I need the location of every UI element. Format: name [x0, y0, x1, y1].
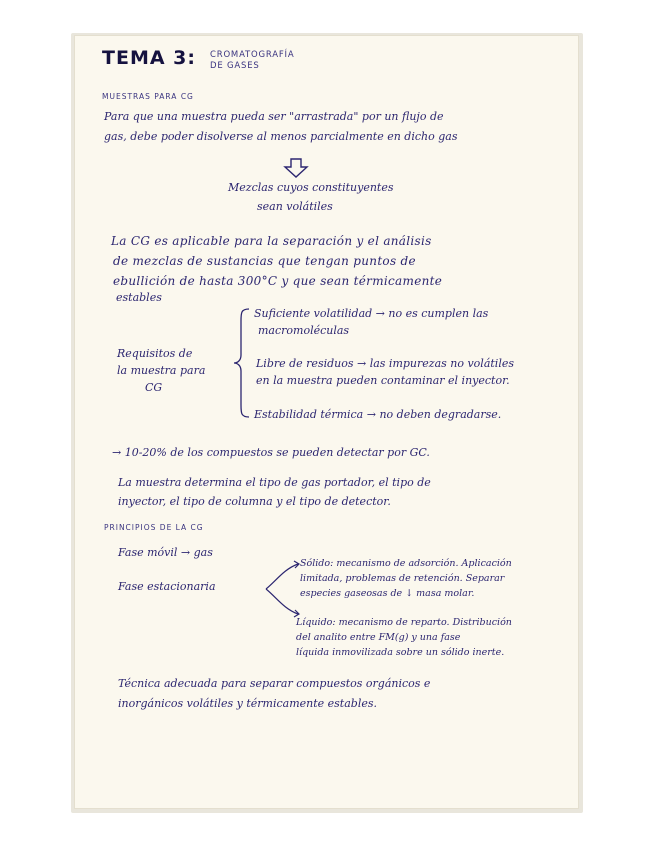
requisito-1-line-1: Suficiente volatilidad → no es cumplen las — [254, 307, 489, 320]
liquido-line-3: líquida inmovilizada sobre un sólido inerte. — [296, 647, 505, 658]
requisito-3-line-1: Estabilidad térmica → no deben degradarse. — [254, 408, 502, 421]
page-title: TEMA 3: — [102, 47, 196, 69]
conclusion-line-1: Técnica adecuada para separar compuestos orgánicos e — [118, 677, 431, 690]
arrow-down-icon — [283, 158, 309, 178]
percent-note: → 10-20% de los compuestos se pueden detectar por GC. — [112, 446, 430, 459]
aplicable-line-2: de mezclas de sustancias que tengan puntos de — [113, 254, 416, 268]
requisito-1-line-2: macromoléculas — [258, 324, 350, 337]
aplicable-line-3: ebullición de hasta 300°C y que sean térmicamente — [113, 274, 443, 288]
conclusion-line-2: inorgánicos volátiles y térmicamente estables. — [118, 697, 377, 710]
requisito-2-line-2: en la muestra pueden contaminar el inyector. — [256, 374, 510, 387]
liquido-line-2: del analito entre FM(g) y una fase — [296, 632, 461, 643]
muestras-heading: MUESTRAS PARA CG — [102, 92, 194, 101]
fase-estacionaria: Fase estacionaria — [118, 580, 216, 593]
fase-movil: Fase móvil → gas — [118, 546, 213, 559]
intro-line-2: gas, debe poder disolverse al menos parcialmente en dicho gas — [104, 130, 458, 143]
determina-line-2: inyector, el tipo de columna y el tipo de detector. — [118, 495, 391, 508]
solido-line-3: especies gaseosas de ↓ masa molar. — [300, 588, 475, 599]
result-line-1: Mezclas cuyos constituyentes — [228, 181, 394, 194]
requisito-2-line-1: Libre de residuos → las impurezas no volátiles — [256, 357, 514, 370]
principios-heading: PRINCIPIOS DE LA CG — [104, 523, 204, 532]
fase-estacionaria-branch — [264, 559, 304, 619]
result-line-2: sean volátiles — [257, 200, 333, 213]
aplicable-line-4: estables — [116, 291, 162, 304]
requisitos-label-3: CG — [145, 381, 163, 394]
aplicable-line-1: La CG es aplicable para la separación y el análisis — [111, 234, 432, 248]
requisitos-label-2: la muestra para — [117, 364, 206, 377]
requisitos-brace — [232, 307, 252, 419]
page-subtitle: CROMATOGRAFÍA DE GASES — [210, 50, 295, 71]
requisitos-label-1: Requisitos de — [117, 347, 193, 360]
solido-line-1: Sólido: mecanismo de adsorción. Aplicación — [300, 558, 512, 569]
determina-line-1: La muestra determina el tipo de gas portador, el tipo de — [118, 476, 431, 489]
liquido-line-1: Líquido: mecanismo de reparto. Distribución — [296, 617, 512, 628]
intro-line-1: Para que una muestra pueda ser "arrastrada" por un flujo de — [104, 110, 444, 123]
notebook-page — [74, 35, 579, 809]
solido-line-2: limitada, problemas de retención. Separar — [300, 573, 505, 584]
